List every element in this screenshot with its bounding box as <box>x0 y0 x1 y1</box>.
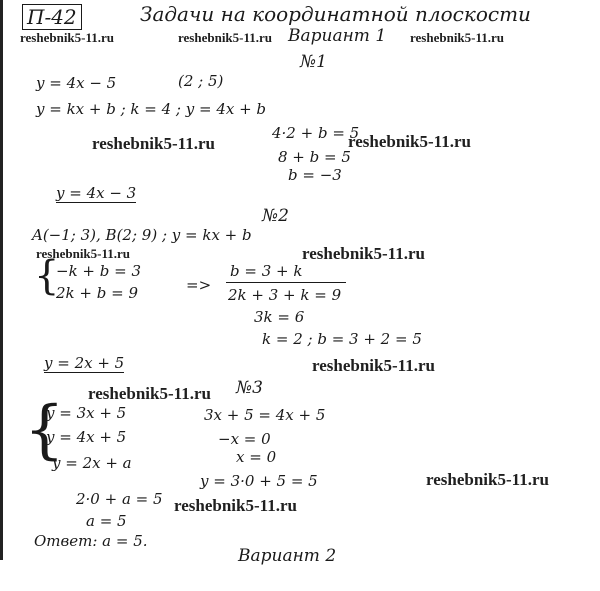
watermark: reshebnik5-11.ru <box>20 30 115 45</box>
watermark: reshebnik5-11.ru <box>88 384 211 403</box>
task-2-result-4: k = 2 ; b = 3 + 2 = 5 <box>262 330 422 348</box>
task-3-result-6: a = 5 <box>86 512 127 530</box>
task-3-result-2: −x = 0 <box>218 430 271 448</box>
left-page-edge <box>0 0 3 560</box>
variant-1-heading: Вариант 1 <box>288 26 387 46</box>
task-2-result-1: b = 3 + k <box>230 262 303 280</box>
watermark: reshebnik5-11.ru <box>92 134 215 153</box>
task-1-line-1: y = 4x − 5 <box>36 74 117 92</box>
system-brace: { <box>34 253 60 299</box>
task-1-line-5: b = −3 <box>288 166 342 184</box>
task-3-system-eq-3: y = 2x + a <box>52 454 132 472</box>
task-2-system-eq-2: 2k + b = 9 <box>56 284 138 302</box>
task-3-answer: Ответ: a = 5. <box>34 532 148 550</box>
watermark: reshebnik5-11.ru <box>312 356 435 375</box>
task-2-answer: y = 2x + 5 <box>44 354 125 372</box>
watermark: reshebnik5-11.ru <box>178 30 273 45</box>
task-2-line-1: A(−1; 3), B(2; 9) ; y = kx + b <box>32 226 252 244</box>
implies-arrow: => <box>186 276 212 294</box>
task-3-result-4: y = 3·0 + 5 = 5 <box>200 472 318 490</box>
task-3-result-5: 2·0 + a = 5 <box>76 490 163 508</box>
task-1-number: №1 <box>300 52 327 72</box>
task-1-line-3: 4·2 + b = 5 <box>272 124 360 142</box>
task-3-result-3: x = 0 <box>236 448 277 466</box>
task-2-result-3: 3k = 6 <box>254 308 305 326</box>
task-1-line-2: y = kx + b ; k = 4 ; y = 4x + b <box>36 100 267 118</box>
task-1-answer: y = 4x − 3 <box>56 184 137 202</box>
watermark: reshebnik5-11.ru <box>174 496 297 515</box>
watermark: reshebnik5-11.ru <box>410 30 505 45</box>
watermark: reshebnik5-11.ru <box>302 244 425 263</box>
task-2-result-2: 2k + 3 + k = 9 <box>228 286 342 304</box>
watermark: reshebnik5-11.ru <box>36 246 131 261</box>
task-3-system-eq-1: y = 3x + 5 <box>46 404 127 422</box>
task-2-number: №2 <box>262 206 289 226</box>
watermark: reshebnik5-11.ru <box>348 132 471 151</box>
task-3-result-1: 3x + 5 = 4x + 5 <box>204 406 326 424</box>
task-code: П-42 <box>22 4 82 30</box>
watermark: reshebnik5-11.ru <box>426 470 549 489</box>
underline-rule <box>226 282 346 283</box>
task-3-number: №3 <box>236 378 263 398</box>
system-brace: { <box>24 393 65 467</box>
variant-2-heading: Вариант 2 <box>238 546 337 566</box>
task-2-system-eq-1: −k + b = 3 <box>56 262 142 280</box>
page-title: Задачи на координатной плоскости <box>140 2 531 26</box>
task-3-system-eq-2: y = 4x + 5 <box>46 428 127 446</box>
task-1-point: (2 ; 5) <box>178 72 224 90</box>
task-1-line-4: 8 + b = 5 <box>278 148 351 166</box>
